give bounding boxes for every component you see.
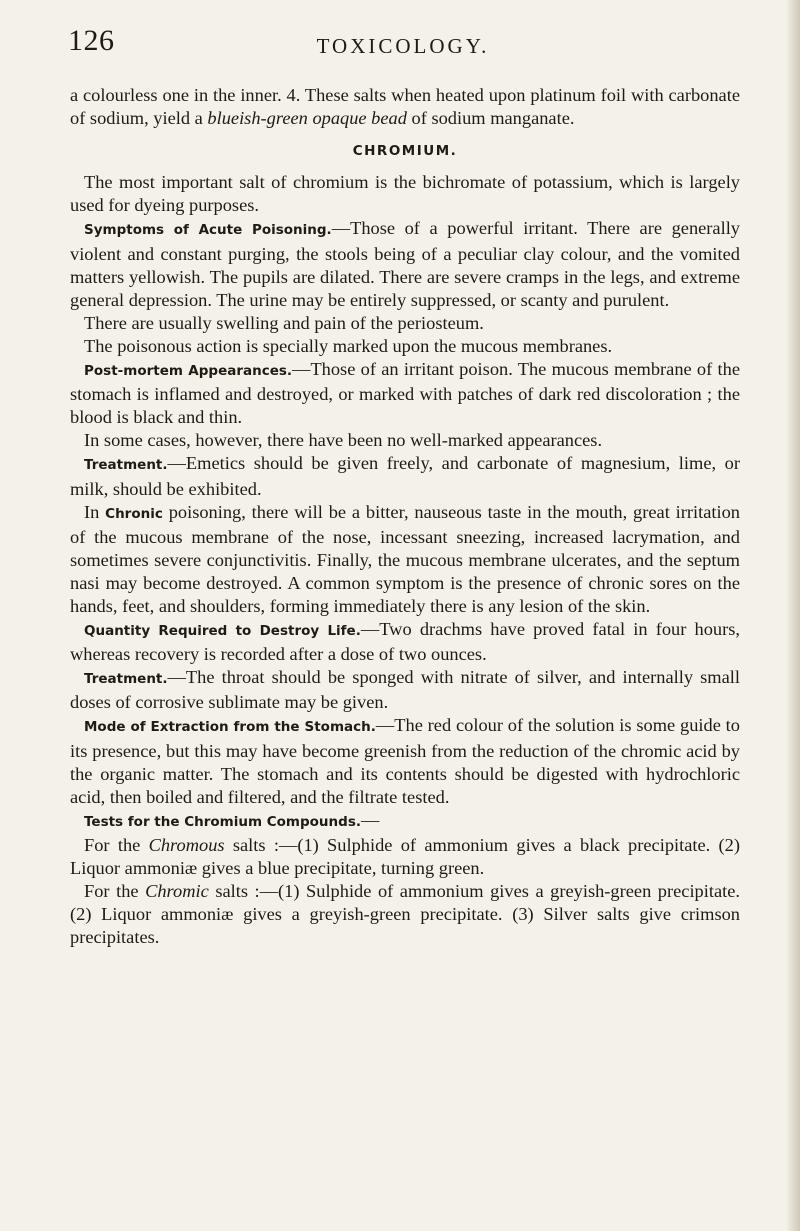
section-heading-chromium: CHROMIUM.	[352, 143, 458, 160]
text-span: —The red colour of the solution is some guide to its presence, but this may have become greenish from the reduction of the chromic acid by the organic matter. The stomach and its contents should be digested with hydrochloric acid, then boiled and filtered, and the filtrate tested.	[70, 715, 740, 807]
page-edge-shadow	[786, 0, 800, 1231]
subheading-treatment: Treatment.	[84, 457, 168, 474]
subheading-quantity: Quantity Required to Destroy Life.	[84, 623, 361, 640]
text-span: —Those of a powerful irritant. There are generally violent and constant purging, the stools being of a peculiar clay colour, and the vomited matters yellowish. The pupils are dilated. There are severe cramps in the legs, and extreme general depression. The urine may be entirely suppressed, or scanty and purulent.	[70, 218, 741, 310]
emphasis-text: Chromous	[148, 834, 225, 855]
text-span: For the	[84, 881, 146, 902]
paragraph-chronic	[70, 501, 740, 618]
emphasis-text: Chromic	[145, 881, 209, 902]
text-span: salts :—(1) Sulphide of ammonium gives a black precipitate. (2) Liquor ammoniæ gives a blue precipitate, turning green.	[70, 834, 740, 878]
text-span: of sodium manganate.	[406, 108, 575, 129]
subheading-tests: Tests for the Chromium Compounds.	[84, 813, 361, 830]
text-span: For the	[84, 834, 149, 855]
paragraph-chromous-salts	[70, 834, 740, 880]
subheading-post-mortem: Post-mortem Appearances.	[84, 363, 293, 380]
paragraph-some-cases: In some cases, however, there have been no well-marked appearances.	[84, 430, 603, 451]
page-header	[68, 20, 738, 68]
subheading-extraction: Mode of Extraction from the Stomach.	[84, 719, 376, 736]
subheading-symptoms: Symptoms of Acute Poisoning.	[84, 222, 332, 239]
running-head: TOXICOLOGY.	[316, 34, 490, 58]
paragraph-treatment-acute	[70, 452, 740, 500]
paragraph-chromic-salts	[70, 880, 740, 949]
paragraph-symptoms	[70, 217, 740, 311]
text-span: salts :—(1) Sulphide of ammonium gives a greyish-green precipitate. (2) Liquor ammoniæ gives a greyish-green precipitate. (3) Silver salts give crimson precipitates.	[70, 881, 740, 948]
paragraph-tests	[70, 809, 740, 834]
subheading-chronic: Chronic	[105, 505, 163, 522]
text-span: —The throat should be sponged with nitrate of silver, and internally small doses of corrosive sublimate may be given.	[70, 667, 740, 713]
paragraph-mucous: The poisonous action is specially marked upon the mucous membranes.	[84, 335, 613, 356]
paragraph-quantity	[70, 618, 740, 666]
page-number: 126	[68, 24, 115, 57]
paragraph-continuation	[70, 84, 740, 130]
paragraph-post-mortem	[70, 358, 740, 429]
text-span: —	[360, 809, 380, 830]
paragraph-treatment-chronic	[70, 666, 740, 714]
text-span: a colourless one in the inner. 4. These salts when heated upon platinum foil with carbonate of sodium, yield a	[70, 85, 740, 129]
text-span: —Those of an irritant poison. The mucous membrane of the stomach is inflamed and destroyed, or marked with patches of dark red discoloration ; the blood is black and thin.	[70, 359, 740, 428]
text-span: —Emetics should be given freely, and carbonate of magnesium, lime, or milk, should be exhibited.	[70, 453, 740, 499]
page-body	[70, 84, 740, 949]
text-span: In	[84, 501, 106, 522]
paragraph-periosteum: There are usually swelling and pain of the periosteum.	[84, 312, 484, 333]
text-span: poisoning, there will be a bitter, nauseous taste in the mouth, great irritation of the mucous membrane of the nose, incessant sneezing, increased lacrymation, and sometimes severe conjunctivitis. Finally, the mucous membrane ulcerates, and the septum nasi may become destroyed. A common symptom is the presence of chronic sores on the hands, feet, and shoulders, forming immediately there is any lesion of the skin.	[70, 501, 740, 616]
paragraph-extraction	[70, 714, 740, 808]
emphasis-text: blueish-green opaque bead	[207, 108, 407, 129]
paragraph-intro: The most important salt of chromium is the bichromate of potassium, which is largely used for dyeing purposes.	[70, 172, 740, 216]
subheading-treatment-chronic: Treatment.	[84, 671, 168, 688]
text-span: —Two drachms have proved fatal in four hours, whereas recovery is recorded after a dose of two ounces.	[70, 619, 740, 665]
